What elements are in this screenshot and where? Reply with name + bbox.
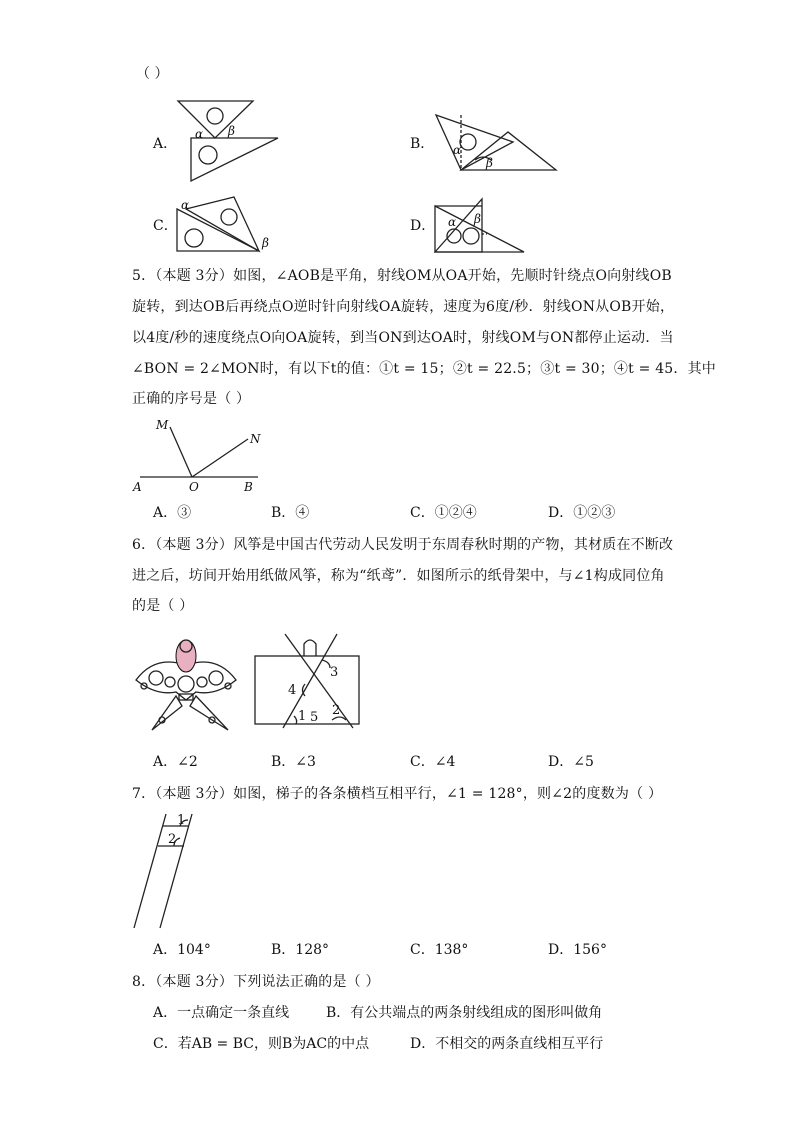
kite-image bbox=[132, 634, 240, 732]
q4-d-beta: β bbox=[474, 212, 481, 226]
q7-option-a[interactable]: A．104° bbox=[153, 942, 211, 958]
q6-line-1: 6．（本题 3分）风筝是中国古代劳动人民发明于东周春秋时期的产物，其材质在不断改 bbox=[132, 537, 674, 553]
q7-angle-1: 1 bbox=[177, 813, 186, 828]
q5-line-4: ∠BON = 2∠MON时，有以下t的值：①t = 15；②t = 22.5；③t = 30；④t = 45．其中 bbox=[132, 361, 717, 377]
q4-d-alpha: α bbox=[448, 215, 457, 229]
q6-line-2: 进之后，坊间开始用纸做风筝，称为“纸鸢”．如图所示的纸骨架中，与∠1构成同位角 bbox=[132, 568, 665, 584]
q6-line-3: 的是（ ） bbox=[132, 598, 194, 614]
q4-option-d-figure bbox=[432, 196, 532, 256]
q8-option-c[interactable]: C．若AB = BC，则B为AC的中点 bbox=[153, 1036, 370, 1052]
q6-option-b[interactable]: B．∠3 bbox=[271, 754, 316, 770]
q5-option-a[interactable]: A．③ bbox=[153, 505, 192, 521]
q6-angle-4: 4 bbox=[288, 683, 297, 698]
q4-answer-bracket: （ ） bbox=[136, 66, 169, 82]
q6-option-a[interactable]: A．∠2 bbox=[153, 754, 198, 770]
q5-label-o: O bbox=[189, 480, 199, 494]
q8-line: 8．（本题 3分）下列说法正确的是（ ） bbox=[132, 974, 380, 990]
q4-b-beta: β bbox=[486, 156, 493, 170]
q8-option-a[interactable]: A．一点确定一条直线 bbox=[153, 1005, 290, 1021]
q5-line-2: 旋转，到达OB后再绕点O逆时针向射线OA旋转，速度为6度/秒．射线ON从OB开始， bbox=[132, 299, 675, 315]
q5-label-n: N bbox=[250, 432, 261, 446]
q6-angle-3: 3 bbox=[330, 665, 339, 680]
q5-label-a: A bbox=[133, 480, 142, 494]
q5-option-c[interactable]: C．①②④ bbox=[410, 505, 477, 521]
q5-line-3: 以4度/秒的速度绕点O向OA旋转，到当ON到达OA时，射线OM与ON都停止运动．当 bbox=[132, 330, 674, 346]
q6-option-d[interactable]: D．∠5 bbox=[548, 754, 594, 770]
q6-angle-2: 2 bbox=[332, 703, 341, 718]
q7-option-b[interactable]: B．128° bbox=[271, 942, 330, 958]
q4-c-alpha: α bbox=[181, 198, 190, 212]
q4-option-a-figure bbox=[175, 98, 305, 188]
q5-line-5: 正确的序号是（ ） bbox=[132, 391, 251, 407]
q5-figure bbox=[130, 413, 270, 493]
q4-option-a-label[interactable]: A． bbox=[153, 136, 178, 152]
q4-option-d-label[interactable]: D． bbox=[410, 218, 436, 234]
q8-option-b[interactable]: B．有公共端点的两条射线组成的图形叫做角 bbox=[326, 1005, 603, 1021]
q4-b-alpha: α bbox=[453, 143, 462, 157]
q5-line-1: 5．（本题 3分）如图，∠AOB是平角，射线OM从OA开始，先顺时针绕点O向射线OB bbox=[132, 268, 672, 284]
q7-option-d[interactable]: D．156° bbox=[548, 942, 607, 958]
q4-c-beta: β bbox=[262, 236, 269, 250]
q7-ladder-figure bbox=[128, 810, 208, 930]
q7-angle-2: 2 bbox=[168, 832, 177, 847]
q4-option-c-figure bbox=[174, 194, 284, 256]
q5-label-b: B bbox=[244, 480, 253, 494]
q8-option-d[interactable]: D．不相交的两条直线相互平行 bbox=[410, 1036, 604, 1052]
q4-option-c-label[interactable]: C． bbox=[153, 218, 178, 234]
q7-option-c[interactable]: C．138° bbox=[410, 942, 469, 958]
q4-a-beta: β bbox=[228, 124, 235, 138]
q6-option-c[interactable]: C．∠4 bbox=[410, 754, 456, 770]
q5-label-m: M bbox=[156, 418, 169, 432]
q4-a-alpha: α bbox=[195, 127, 204, 141]
q4-option-b-label[interactable]: B． bbox=[410, 136, 435, 152]
q6-angle-5: 5 bbox=[310, 710, 319, 725]
q5-option-b[interactable]: B．④ bbox=[271, 505, 310, 521]
q7-line: 7．（本题 3分）如图，梯子的各条横档互相平行，∠1 = 128°，则∠2的度数为（ ） bbox=[132, 786, 663, 802]
q4-option-b-figure bbox=[433, 112, 563, 182]
q5-option-d[interactable]: D．①②③ bbox=[548, 505, 616, 521]
q6-frame-figure bbox=[250, 632, 370, 732]
q6-angle-1: 1 bbox=[298, 709, 307, 724]
